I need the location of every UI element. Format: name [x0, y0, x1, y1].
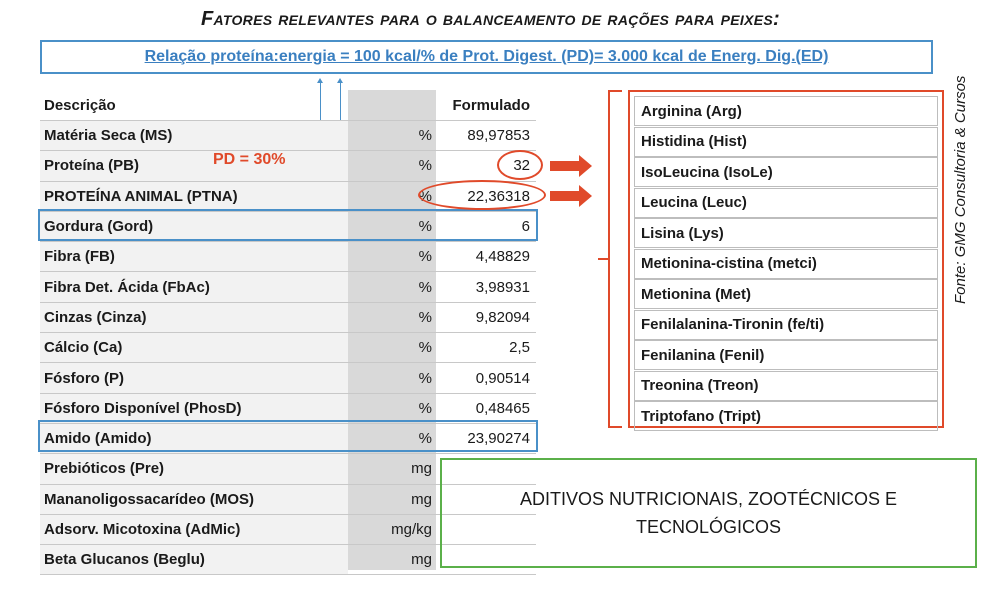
row-description: Cinzas (Cinza): [40, 302, 348, 332]
amino-acid-item: Lisina (Lys): [634, 218, 938, 248]
amino-acid-item: Leucina (Leuc): [634, 188, 938, 218]
amino-acid-item: Fenilalanina-Tironin (fe/ti): [634, 310, 938, 340]
row-unit: %: [348, 363, 436, 393]
row-unit: mg/kg: [348, 514, 436, 544]
row-description: Proteína (PB): [40, 151, 348, 181]
header-description: Descrição: [40, 90, 348, 121]
row-description: Fibra Det. Ácida (FbAc): [40, 272, 348, 302]
amino-acid-item: Metionina (Met): [634, 279, 938, 309]
row-unit: %: [348, 423, 436, 453]
formula-box: [40, 40, 933, 74]
row-unit: %: [348, 181, 436, 211]
row-description: Prebióticos (Pre): [40, 454, 348, 484]
row-value: 23,90274: [436, 423, 536, 453]
table-row: [40, 272, 536, 302]
amino-acid-item: Metionina-cistina (metci): [634, 249, 938, 279]
row-value: 2,5: [436, 333, 536, 363]
table-row: [40, 363, 536, 393]
header-formulated: Formulado: [436, 90, 536, 121]
row-unit: %: [348, 333, 436, 363]
additives-text: ADITIVOS NUTRICIONAIS, ZOOTÉCNICOS E TECNOLÓGICOS: [519, 489, 898, 537]
amino-acid-item: Arginina (Arg): [634, 96, 938, 126]
amino-acid-list: [628, 90, 944, 428]
row-description: Fósforo Disponível (PhosD): [40, 393, 348, 423]
source-credit: Fonte: GMG Consultoria & Cursos: [952, 75, 969, 305]
table-header-row: [40, 90, 536, 121]
amino-bracket: [608, 90, 622, 428]
highlight-circle-pb: [497, 150, 543, 180]
row-description: PROTEÍNA ANIMAL (PTNA): [40, 181, 348, 211]
row-description: Adsorv. Micotoxina (AdMic): [40, 514, 348, 544]
row-unit: %: [348, 393, 436, 423]
row-description: Fósforo (P): [40, 363, 348, 393]
table-row: [40, 302, 536, 332]
row-unit: mg: [348, 454, 436, 484]
table-row: [40, 333, 536, 363]
table-row: [40, 393, 536, 423]
row-description: Mananoligossacarídeo (MOS): [40, 484, 348, 514]
page-title: Fatores relevantes para o balanceamento de rações para peixes:: [201, 8, 780, 30]
arrow-right-icon: [550, 161, 580, 171]
row-value: 22,36318: [436, 181, 536, 211]
row-value: 4,48829: [436, 242, 536, 272]
table-row: [40, 242, 536, 272]
row-unit: %: [348, 121, 436, 151]
highlight-gordura: [38, 209, 538, 241]
row-value: 32: [436, 151, 536, 181]
row-value: 9,82094: [436, 302, 536, 332]
highlight-amido: [38, 420, 538, 452]
row-unit: %: [348, 211, 436, 241]
amino-bracket-tick: [598, 258, 608, 260]
table-row: [40, 151, 536, 181]
amino-acid-item: Treonina (Treon): [634, 371, 938, 401]
amino-acid-item: Triptofano (Tript): [634, 401, 938, 431]
row-value: 3,98931: [436, 272, 536, 302]
row-description: Fibra (FB): [40, 242, 348, 272]
row-unit: %: [348, 242, 436, 272]
row-description: Matéria Seca (MS): [40, 121, 348, 151]
pd-note: PD = 30%: [213, 151, 286, 168]
row-value: 0,48465: [436, 393, 536, 423]
row-value: 89,97853: [436, 121, 536, 151]
additives-box: [440, 458, 977, 568]
row-unit: %: [348, 151, 436, 181]
row-unit: %: [348, 272, 436, 302]
arrow-right-icon: [550, 191, 580, 201]
table-row: [40, 121, 536, 151]
formula-text: Relação proteína:energia = 100 kcal/% de Prot. Digest. (PD)= 3.000 kcal de Energ. Dig.(ED): [144, 48, 829, 65]
highlight-circle-ptna: [418, 180, 546, 210]
row-value: 6: [436, 211, 536, 241]
amino-acid-item: Histidina (Hist): [634, 127, 938, 157]
amino-acid-item: IsoLeucina (IsoLe): [634, 157, 938, 187]
row-description: Cálcio (Ca): [40, 333, 348, 363]
row-unit: %: [348, 302, 436, 332]
row-description: Amido (Amido): [40, 423, 348, 453]
row-unit: mg: [348, 545, 436, 575]
row-description: Beta Glucanos (Beglu): [40, 545, 348, 575]
row-unit: mg: [348, 484, 436, 514]
amino-acid-item: Fenilanina (Fenil): [634, 340, 938, 370]
row-description: Gordura (Gord): [40, 211, 348, 241]
row-value: 0,90514: [436, 363, 536, 393]
